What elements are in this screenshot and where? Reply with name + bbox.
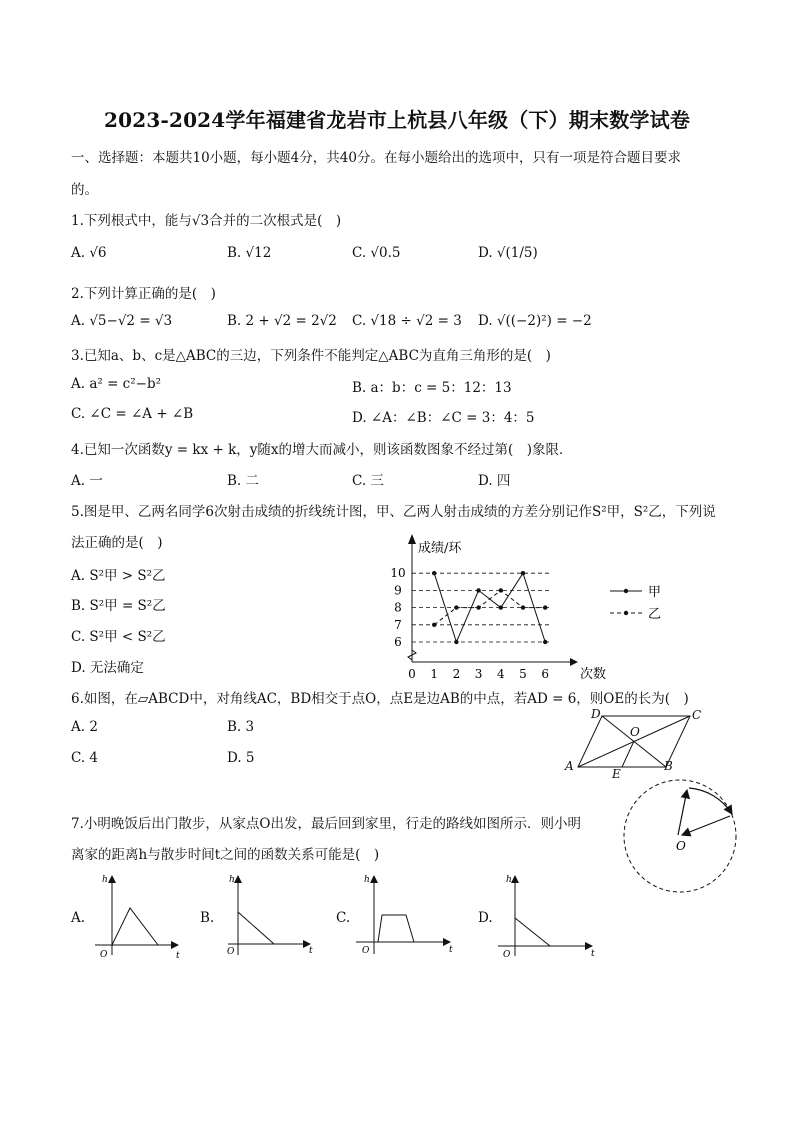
page-title: 2023-2024学年福建省龙岩市上杭县八年级（下）期末数学试卷 bbox=[103, 108, 691, 132]
q5-stem-cont: 法正确的是( ) bbox=[71, 535, 163, 551]
axis-o-label: O bbox=[503, 950, 511, 960]
q7-graph-b[interactable] bbox=[218, 870, 318, 962]
q4-option-d[interactable]: D. 四 bbox=[478, 473, 511, 489]
route-out-arrow bbox=[678, 790, 687, 835]
parallelogram-figure bbox=[560, 704, 710, 782]
axis-h-label: h bbox=[506, 875, 512, 885]
label-o: O bbox=[630, 725, 640, 739]
segment-oe bbox=[622, 741, 634, 767]
axis-o-label: O bbox=[227, 947, 235, 957]
q6-option-c[interactable]: C. 4 bbox=[71, 750, 99, 766]
label-c: C bbox=[692, 708, 702, 722]
data-point bbox=[521, 605, 525, 609]
q7-graph-d[interactable] bbox=[492, 870, 600, 962]
legend-label: 甲 bbox=[648, 585, 662, 600]
x-axis-arrow bbox=[570, 658, 578, 666]
q2-stem: 2.下列计算正确的是( ) bbox=[71, 286, 216, 302]
data-point bbox=[476, 588, 480, 592]
q7-option-d[interactable]: D. bbox=[478, 910, 493, 926]
q6-stem: 6.如图，在▱ABCD中，对角线AC，BD相交于点O，点E是边AB的中点，若AD = 6，则OE的长为( ) bbox=[71, 691, 689, 707]
axis-h-label: h bbox=[102, 875, 108, 885]
q5-option-b[interactable]: B. S²甲 = S²乙 bbox=[71, 598, 166, 614]
axis-o-label: O bbox=[100, 950, 108, 960]
y-tick-label: 7 bbox=[394, 617, 402, 632]
y-tick-label: 9 bbox=[394, 583, 402, 598]
data-point bbox=[432, 623, 436, 627]
q7-graph-a[interactable] bbox=[90, 870, 185, 962]
axis-h-label: h bbox=[364, 875, 370, 885]
q6-option-a[interactable]: A. 2 bbox=[71, 719, 98, 735]
x-tick-label: 6 bbox=[541, 667, 550, 681]
q2-option-d[interactable]: D. √((−2)²) = −2 bbox=[478, 313, 592, 329]
q4-option-a[interactable]: A. 一 bbox=[71, 473, 103, 489]
q3-option-a[interactable]: A. a² = c²−b² bbox=[71, 376, 162, 392]
data-point bbox=[543, 640, 547, 644]
y-tick-label: 8 bbox=[394, 600, 402, 615]
q3-option-b[interactable]: B. a：b：c = 5：12：13 bbox=[352, 380, 512, 396]
q1-option-d[interactable]: D. √(1/5) bbox=[478, 245, 538, 261]
label-d: D bbox=[591, 707, 601, 721]
x-tick-label: 2 bbox=[452, 667, 461, 681]
q2-option-b[interactable]: B. 2 + √2 = 2√2 bbox=[227, 313, 337, 329]
q5-option-c[interactable]: C. S²甲 < S²乙 bbox=[71, 629, 166, 645]
data-point bbox=[543, 605, 547, 609]
label-b: B bbox=[664, 759, 673, 773]
q7-graph-c[interactable] bbox=[350, 870, 458, 962]
axis-t-label: t bbox=[591, 949, 595, 959]
q7-option-a[interactable]: A. bbox=[71, 910, 86, 926]
q4-option-b[interactable]: B. 二 bbox=[227, 473, 260, 489]
axis-h-label: h bbox=[229, 875, 235, 885]
section-instructions: 一、选择题：本题共10小题，每小题4分，共40分。在每小题给出的选项中，只有一项是符合题目要求 bbox=[71, 150, 681, 166]
q7-option-c[interactable]: C. bbox=[336, 910, 351, 926]
y-axis-arrow bbox=[408, 534, 416, 544]
section-instructions-cont: 的。 bbox=[71, 182, 98, 198]
q4-stem: 4.已知一次函数y = kx + k，y随x的增大而减小，则该函数图象不经过第( )象限． bbox=[71, 442, 573, 458]
route-arc-arrow bbox=[689, 788, 732, 814]
data-point bbox=[499, 605, 503, 609]
x-tick-label: 5 bbox=[519, 667, 527, 681]
q5-stem: 5.图是甲、乙两名同学6次射击成绩的折线统计图，甲、乙两人射击成绩的方差分别记作S²甲，S²乙，下列说 bbox=[71, 504, 716, 520]
q4-option-c[interactable]: C. 三 bbox=[352, 473, 384, 489]
data-point bbox=[499, 588, 503, 592]
x-tick-label: 0 bbox=[408, 667, 416, 681]
route-back-arrow bbox=[682, 816, 730, 835]
q3-option-d[interactable]: D. ∠A：∠B：∠C = 3：4：5 bbox=[352, 410, 535, 426]
x-tick-label: 4 bbox=[496, 667, 505, 681]
y-tick-label: 10 bbox=[390, 566, 406, 581]
data-point bbox=[454, 640, 458, 644]
score-line-chart bbox=[360, 532, 690, 687]
q3-stem: 3.已知a、b、c是△ABC的三边，下列条件不能判定△ABC为直角三角形的是( ) bbox=[71, 348, 551, 364]
data-point bbox=[432, 571, 436, 575]
q2-option-c[interactable]: C. √18 ÷ √2 = 3 bbox=[352, 313, 462, 329]
data-point bbox=[521, 571, 525, 575]
q3-option-c[interactable]: C. ∠C = ∠A + ∠B bbox=[71, 406, 194, 422]
q1-option-c[interactable]: C. √0.5 bbox=[352, 245, 401, 261]
axis-t-label: t bbox=[176, 951, 180, 961]
q5-option-a[interactable]: A. S²甲 > S²乙 bbox=[71, 568, 166, 584]
q6-option-d[interactable]: D. 5 bbox=[227, 750, 255, 766]
axis-o-label: O bbox=[362, 946, 370, 956]
y-tick-label: 6 bbox=[394, 635, 402, 649]
axis-t-label: t bbox=[449, 945, 453, 955]
x-tick-label: 3 bbox=[474, 667, 483, 681]
x-tick-label: 1 bbox=[430, 667, 439, 681]
legend-marker bbox=[624, 589, 628, 593]
q7-stem: 7.小明晚饭后出门散步，从家点O出发，最后回到家里，行走的路线如图所示．则小明 bbox=[71, 816, 581, 832]
data-point bbox=[476, 605, 480, 609]
q7-stem-cont: 离家的距离h与散步时间t之间的函数关系可能是( ) bbox=[71, 847, 380, 863]
q6-option-b[interactable]: B. 3 bbox=[227, 719, 255, 735]
q1-option-a[interactable]: A. √6 bbox=[71, 245, 107, 261]
q1-option-b[interactable]: B. √12 bbox=[227, 245, 272, 261]
q1-stem: 1.下列根式中，能与√3合并的二次根式是( ) bbox=[71, 213, 342, 229]
legend-label: 乙 bbox=[648, 607, 662, 622]
label-e: E bbox=[612, 767, 621, 781]
q5-option-d[interactable]: D. 无法确定 bbox=[71, 660, 144, 676]
axis-t-label: t bbox=[309, 946, 313, 956]
walking-route-figure bbox=[612, 778, 748, 902]
y-axis-title: 成绩/环 bbox=[418, 541, 462, 556]
q7-option-b[interactable]: B. bbox=[200, 910, 215, 926]
label-a: A bbox=[565, 759, 574, 773]
data-point bbox=[454, 605, 458, 609]
q2-option-a[interactable]: A. √5−√2 = √3 bbox=[71, 313, 173, 329]
x-axis-title: 次数 bbox=[580, 667, 607, 682]
legend-marker bbox=[624, 611, 628, 615]
route-origin-label: O bbox=[676, 839, 686, 853]
route-circle bbox=[624, 780, 736, 892]
